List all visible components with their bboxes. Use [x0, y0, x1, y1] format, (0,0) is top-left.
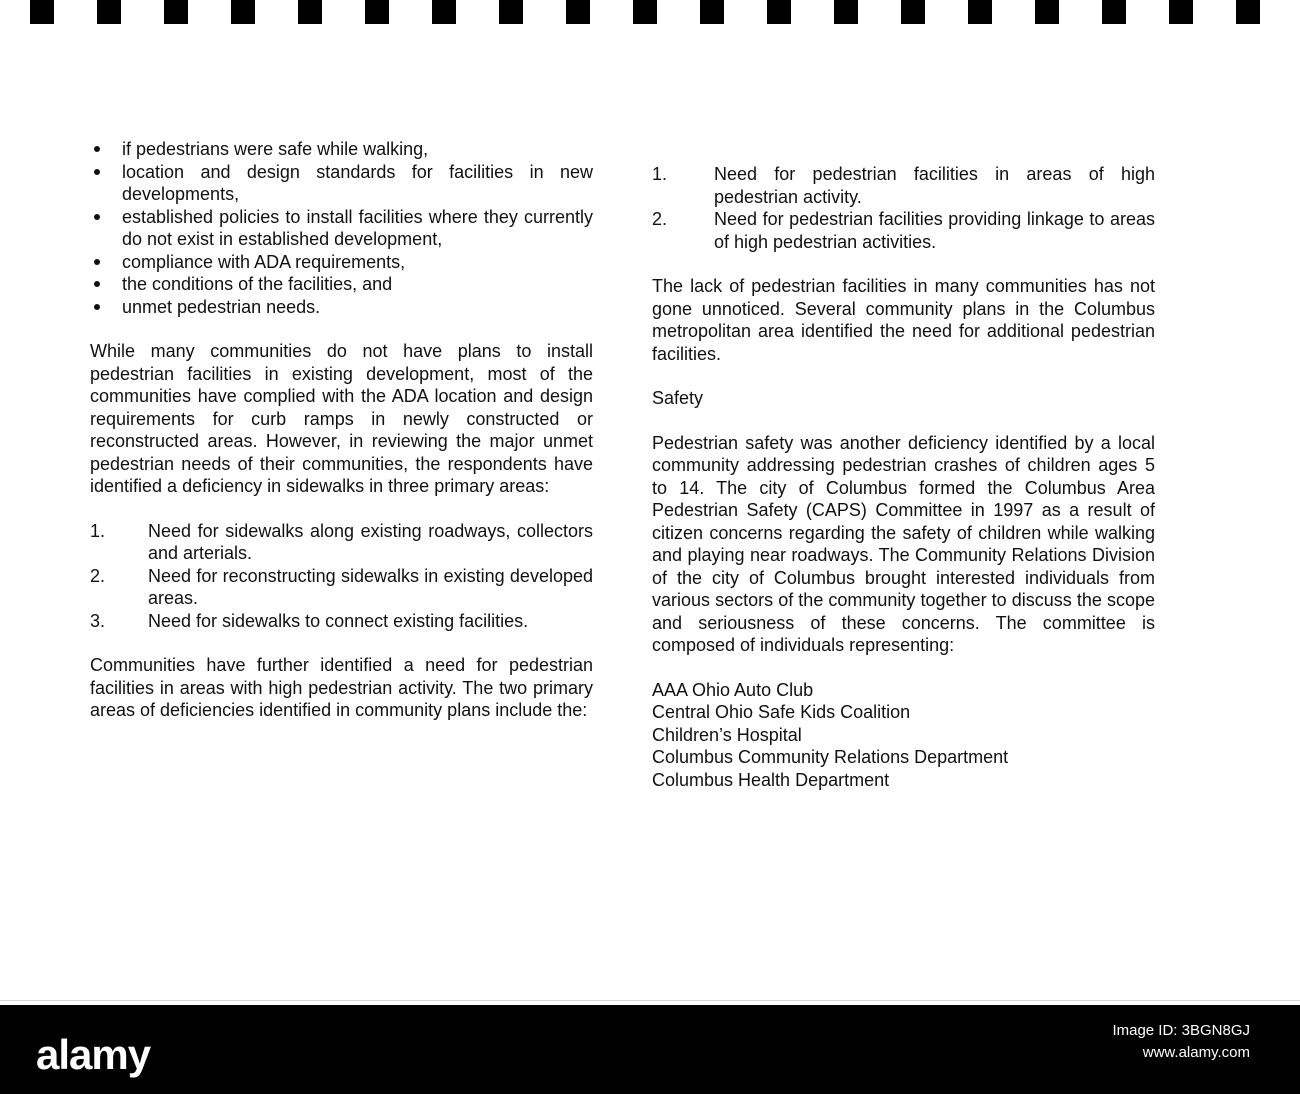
numbered-item [90, 520, 593, 565]
numbered-item [652, 208, 1155, 253]
numbered-list [652, 163, 1155, 253]
item-number: 1. [90, 520, 106, 541]
numbered-list [90, 520, 593, 633]
item-text: Need for reconstructing sidewalks in existing developed areas. [148, 565, 593, 608]
organization-list [652, 679, 1155, 792]
organization-item: AAA Ohio Auto Club [652, 679, 814, 700]
binding-hole [30, 0, 54, 24]
site-url: www.alamy.com [1142, 1044, 1250, 1061]
bullet-item: location and design standards for facilities in new developments, [90, 161, 593, 206]
watermark-info [1112, 1020, 1250, 1064]
numbered-item [90, 565, 593, 610]
bullet-item: if pedestrians were safe while walking, [90, 138, 593, 161]
binding-hole [365, 0, 389, 24]
organization-item: Columbus Community Relations Department [652, 747, 1009, 767]
image-id: Image ID: 3BGN8GJ [1112, 1022, 1250, 1039]
numbered-item [652, 163, 1155, 208]
paragraph: Communities have further identified a need for pedestrian facilities in areas with high pedestrian activity. The two primary areas of deficiencies identified in community plans include the: [90, 655, 593, 720]
spiral-binding-holes [0, 0, 1300, 28]
binding-hole [97, 0, 121, 24]
item-text: Need for pedestrian facilities providing linkage to areas of high pedestrian activities. [714, 209, 1155, 252]
organization-item: Children’s Hospital [652, 724, 802, 745]
paragraph: While many communities do not have plans to install pedestrian facilities in existing development, most of the communities have complied with the ADA location and design requirements for curb ramps in newly constructed or reconstructed areas. However, in reviewing the major unmet pedestrian needs of their communities, the respondents have identified a deficiency in sidewalks in three primary areas: [90, 341, 593, 496]
page-edge-divider [0, 1000, 1300, 1001]
watermark-bar [0, 1005, 1300, 1094]
item-number: 2. [652, 209, 668, 229]
alamy-logo: alamy [36, 1031, 151, 1078]
item-text: Need for pedestrian facilities in areas of high pedestrian activity. [714, 164, 1155, 207]
binding-hole [164, 0, 188, 24]
left-column [90, 138, 593, 744]
paragraph: Pedestrian safety was another deficiency identified by a local community addressing pedestrian crashes of children ages 5 to 14. The city of Columbus formed the Columbus Area Pedestrian Safety (CAPS) Committee in 1997 as a result of citizen concerns regarding the safety of children while walking and playing near roadways. The Community Relations Division of the city of Columbus brought interested individuals from various sectors of the community together to discuss the scope and seriousness of these concerns. The committee is composed of individuals representing: [652, 432, 1155, 655]
binding-hole [700, 0, 724, 24]
binding-hole [1169, 0, 1193, 24]
binding-hole [633, 0, 657, 24]
bullet-item: established policies to install facilities where they currently do not exist in established development, [90, 206, 593, 251]
item-number: 2. [90, 565, 106, 586]
section-heading: Safety [652, 388, 704, 408]
paragraph: The lack of pedestrian facilities in many communities has not gone unnoticed. Several community plans in the Columbus metropolitan area identified the need for additional pedestrian facilities. [652, 276, 1155, 364]
right-column [652, 163, 1155, 791]
bullet-list [90, 138, 593, 318]
item-text: Need for sidewalks to connect existing facilities. [148, 610, 529, 631]
item-number: 3. [90, 610, 106, 631]
binding-hole [432, 0, 456, 24]
binding-hole [834, 0, 858, 24]
organization-item: Columbus Health Department [652, 769, 890, 790]
binding-hole [298, 0, 322, 24]
binding-hole [231, 0, 255, 24]
binding-hole [1102, 0, 1126, 24]
item-text: Need for sidewalks along existing roadways, collectors and arterials. [148, 520, 593, 563]
binding-hole [901, 0, 925, 24]
binding-hole [767, 0, 791, 24]
binding-hole [968, 0, 992, 24]
bullet-item: unmet pedestrian needs. [90, 296, 593, 319]
binding-hole [566, 0, 590, 24]
item-number: 1. [652, 164, 668, 184]
bullet-item: the conditions of the facilities, and [90, 273, 593, 296]
binding-hole [1236, 0, 1260, 24]
organization-item: Central Ohio Safe Kids Coalition [652, 702, 911, 722]
binding-hole [1035, 0, 1059, 24]
binding-hole [499, 0, 523, 24]
bullet-item: compliance with ADA requirements, [90, 251, 593, 274]
numbered-item [90, 610, 593, 633]
